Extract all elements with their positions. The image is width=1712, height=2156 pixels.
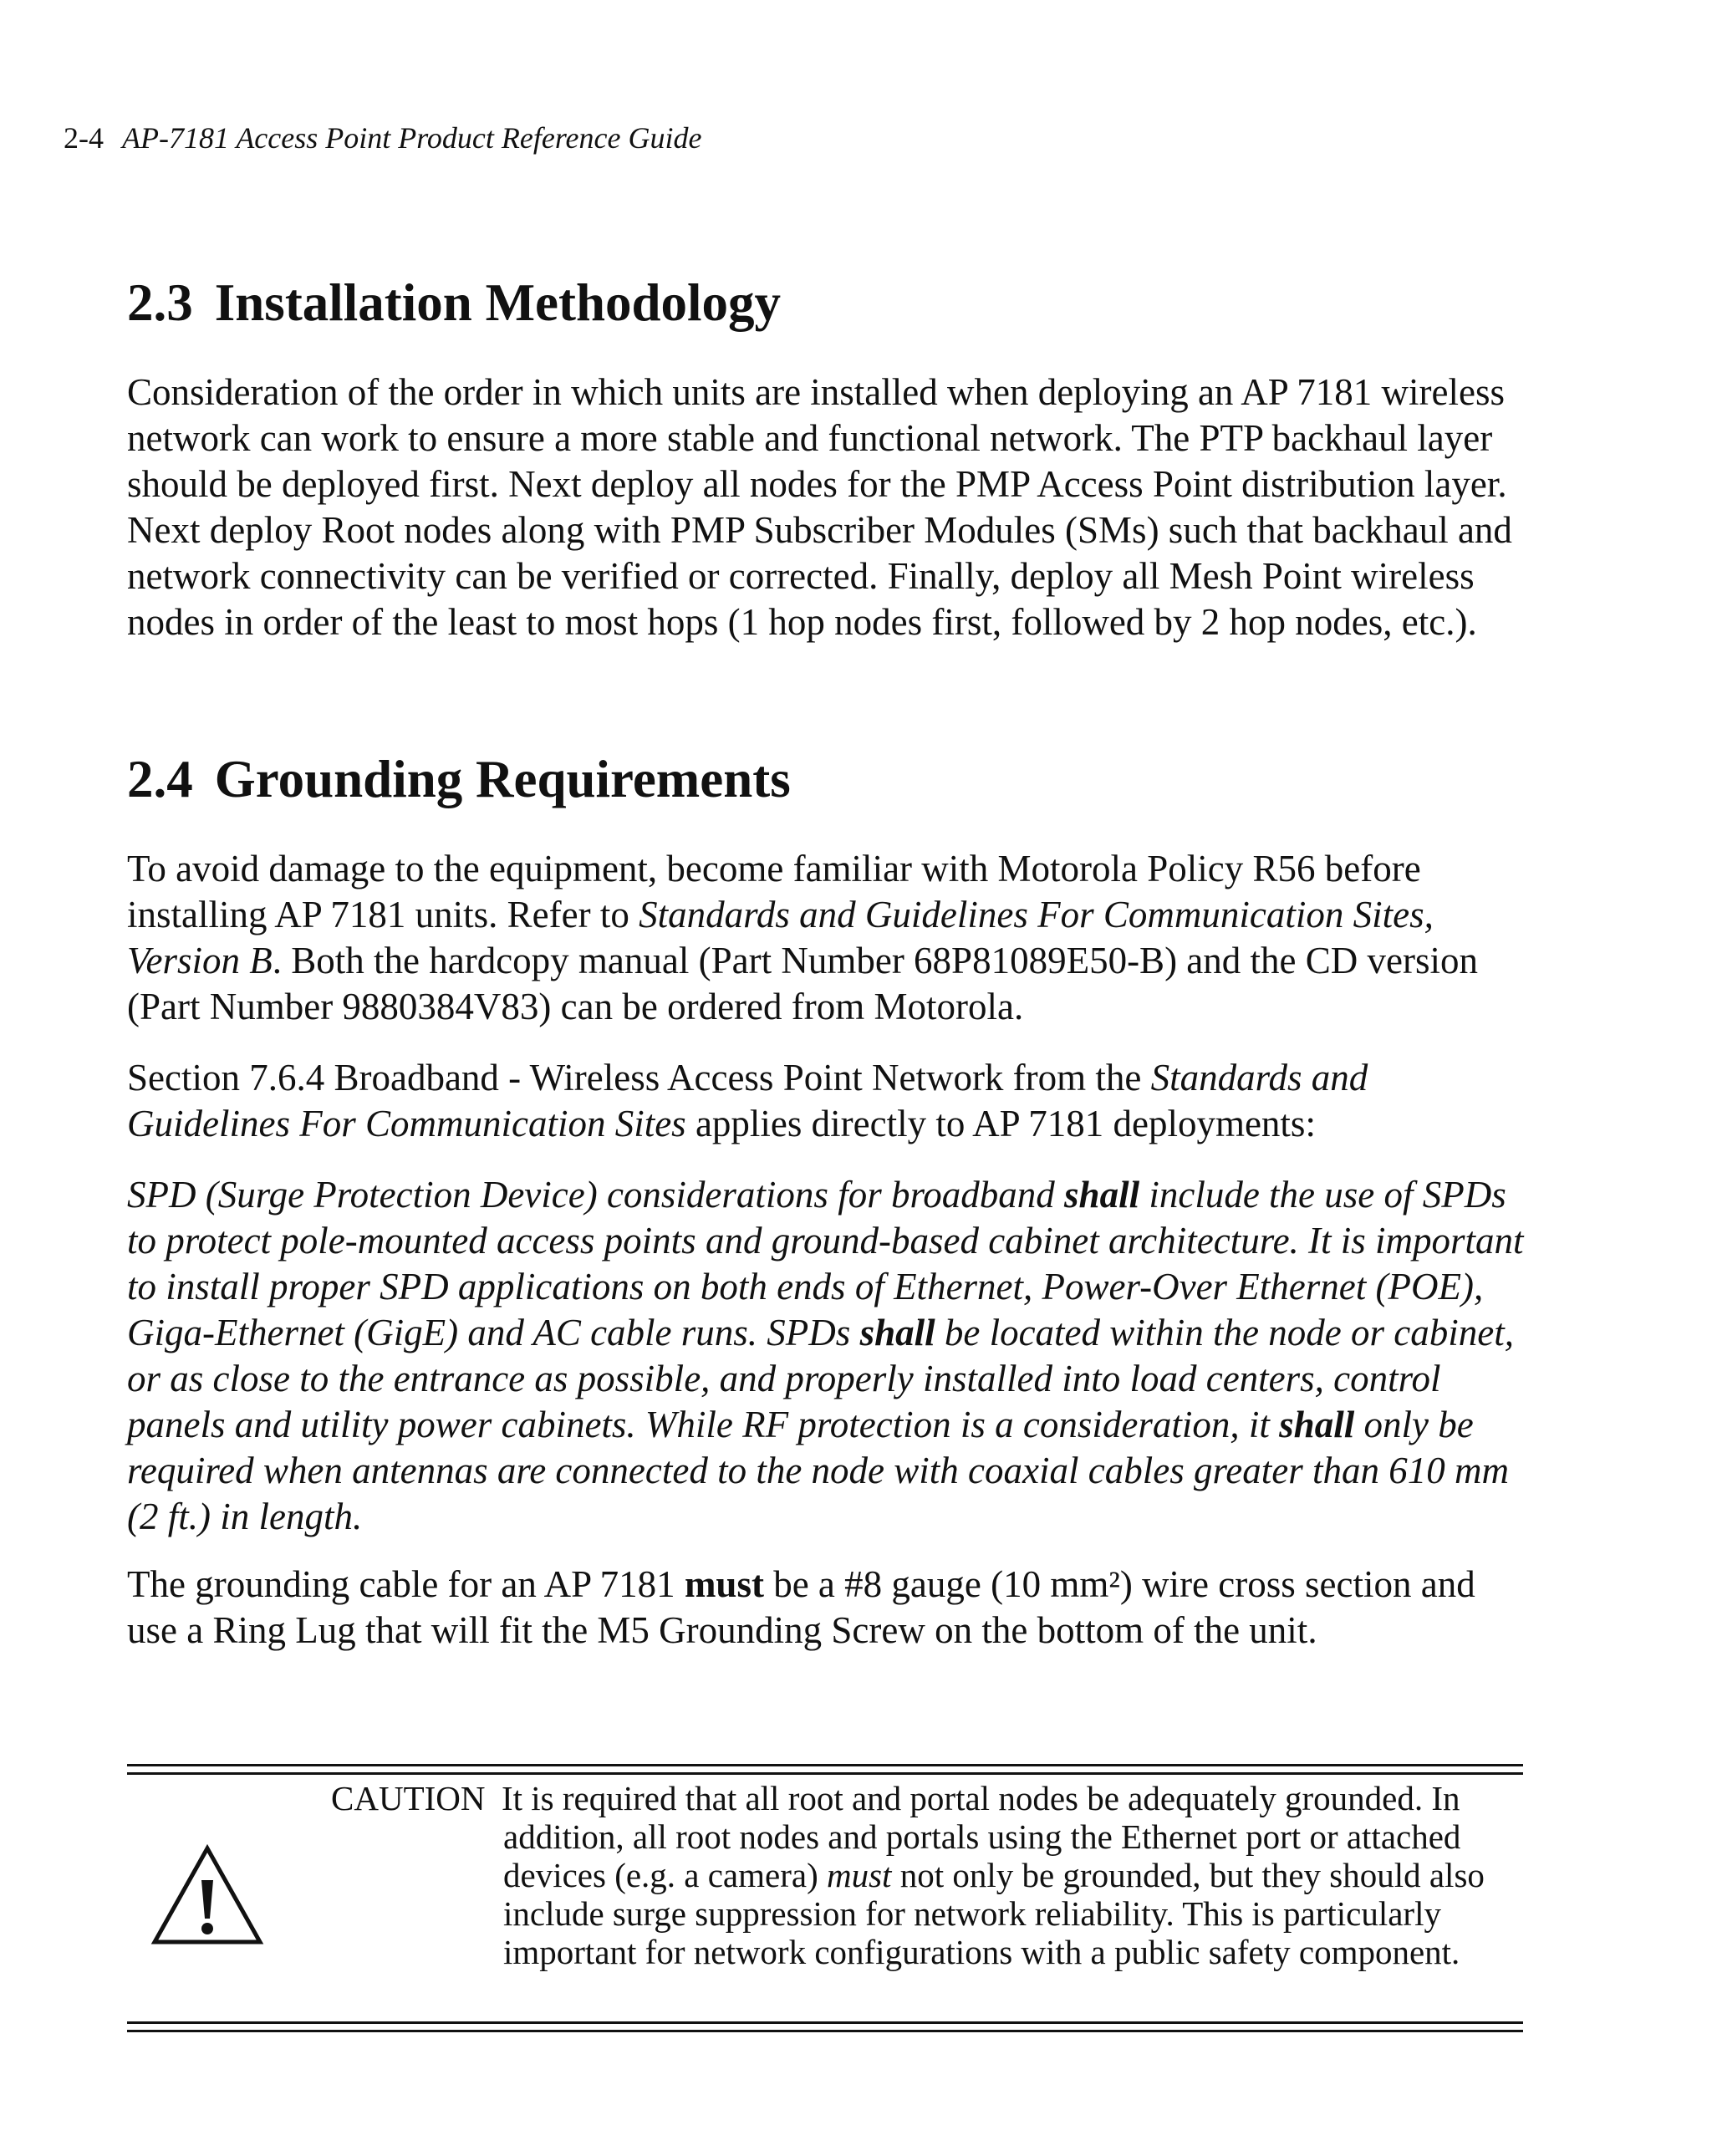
- emphasis-shall: shall: [1279, 1404, 1355, 1445]
- guide-title: AP-7181 Access Point Product Reference Guide: [122, 121, 702, 155]
- grounding-paragraph-3: [127, 1562, 1531, 1654]
- standards-reference: Standards and Guidelines For Communication Sites, Version B: [127, 894, 1434, 981]
- caution-bottom-rule: [127, 2021, 1523, 2024]
- standards-reference: Standards and Guidelines For Communication Sites: [127, 1057, 1368, 1144]
- caution-text-part: not only be grounded, but they should also include surge suppression for network reliability. This is particularly important for network configurations with a public safety component.: [503, 1856, 1485, 1971]
- page-number: 2-4: [64, 121, 104, 155]
- quote-text: be located within the node or cabinet, or as close to the entrance as possible, and properly installed into load centers, control panels and utility power cabinets. While RF protection is a consideration, it: [127, 1312, 1514, 1445]
- caution-top-rule: [127, 1772, 1523, 1775]
- emphasis-shall: shall: [859, 1312, 935, 1353]
- section-number: 2.3: [127, 273, 193, 332]
- paragraph-text: applies directly to AP 7181 deployments:: [685, 1103, 1316, 1144]
- paragraph-text: The grounding cable for an AP 7181: [127, 1563, 685, 1605]
- running-header: [64, 115, 701, 161]
- grounding-paragraph-2: [127, 1055, 1531, 1147]
- installation-methodology-paragraph: Consideration of the order in which units are installed when deploying an AP 7181 wireless network can work to ensure a more stable and functional network. The PTP backhaul layer should be deployed first. Next deploy all nodes for the PMP Access Point distribution layer. Next deploy Root nodes along with PMP Subscriber Modules (SMs) such that backhaul and network connectivity can be verified or corrected. Finally, deploy all Mesh Point wireless nodes in order of the least to most hops (1 hop nodes first, followed by 2 hop nodes, etc.).: [127, 371, 1512, 643]
- paragraph-text: To avoid damage to the equipment, become familiar with Motorola Policy R56 before installing AP 7181 units. Refer to: [127, 848, 1421, 935]
- quote-text: only be required when antennas are connected to the node with coaxial cables greater than 610 mm (2 ft.) in length.: [127, 1404, 1510, 1537]
- paragraph-text: Section 7.6.4 Broadband - Wireless Access Point Network from the: [127, 1057, 1151, 1098]
- emphasis-must: must: [826, 1856, 892, 1894]
- caution-bottom-rule: [127, 2030, 1523, 2032]
- quote-text: include the use of SPDs to protect pole-mounted access points and ground-based cabinet architecture. It is important to install proper SPD applications on both ends of Ethernet, Power-Over Ethernet (POE), Giga-Ethernet (GigE) and AC cable runs. SPDs: [127, 1174, 1524, 1353]
- paragraph-text: be a #8 gauge (10 mm²) wire cross section and use a Ring Lug that will fit the M5 Grounding Screw on the bottom of the unit.: [127, 1563, 1475, 1651]
- emphasis-shall: shall: [1064, 1174, 1140, 1216]
- section-heading-installation-methodology: [127, 269, 781, 336]
- caution-text: [503, 1779, 1523, 1971]
- caution-label: CAUTION: [331, 1779, 486, 1817]
- caution-text-part: It is required that all root and portal nodes be adequately grounded. In addition, all root nodes and portals using the Ethernet port or attached devices (e.g. a camera): [502, 1779, 1461, 1894]
- section-number: 2.4: [127, 750, 193, 808]
- warning-triangle-icon: [150, 1843, 264, 1947]
- emphasis-must: must: [684, 1563, 764, 1605]
- quote-text: SPD (Surge Protection Device) considerations for broadband: [127, 1174, 1065, 1216]
- spd-quote-paragraph: [127, 1172, 1531, 1540]
- section-heading-grounding-requirements: [127, 746, 791, 813]
- grounding-paragraph-1: [127, 846, 1531, 1030]
- section-title: Installation Methodology: [214, 273, 782, 332]
- paragraph-text: . Both the hardcopy manual (Part Number 68P81089E50-B) and the CD version (Part Number 9880384V83) can be ordered from Motorola.: [127, 940, 1478, 1027]
- caution-top-rule: [127, 1764, 1523, 1766]
- section-title: Grounding Requirements: [214, 750, 791, 808]
